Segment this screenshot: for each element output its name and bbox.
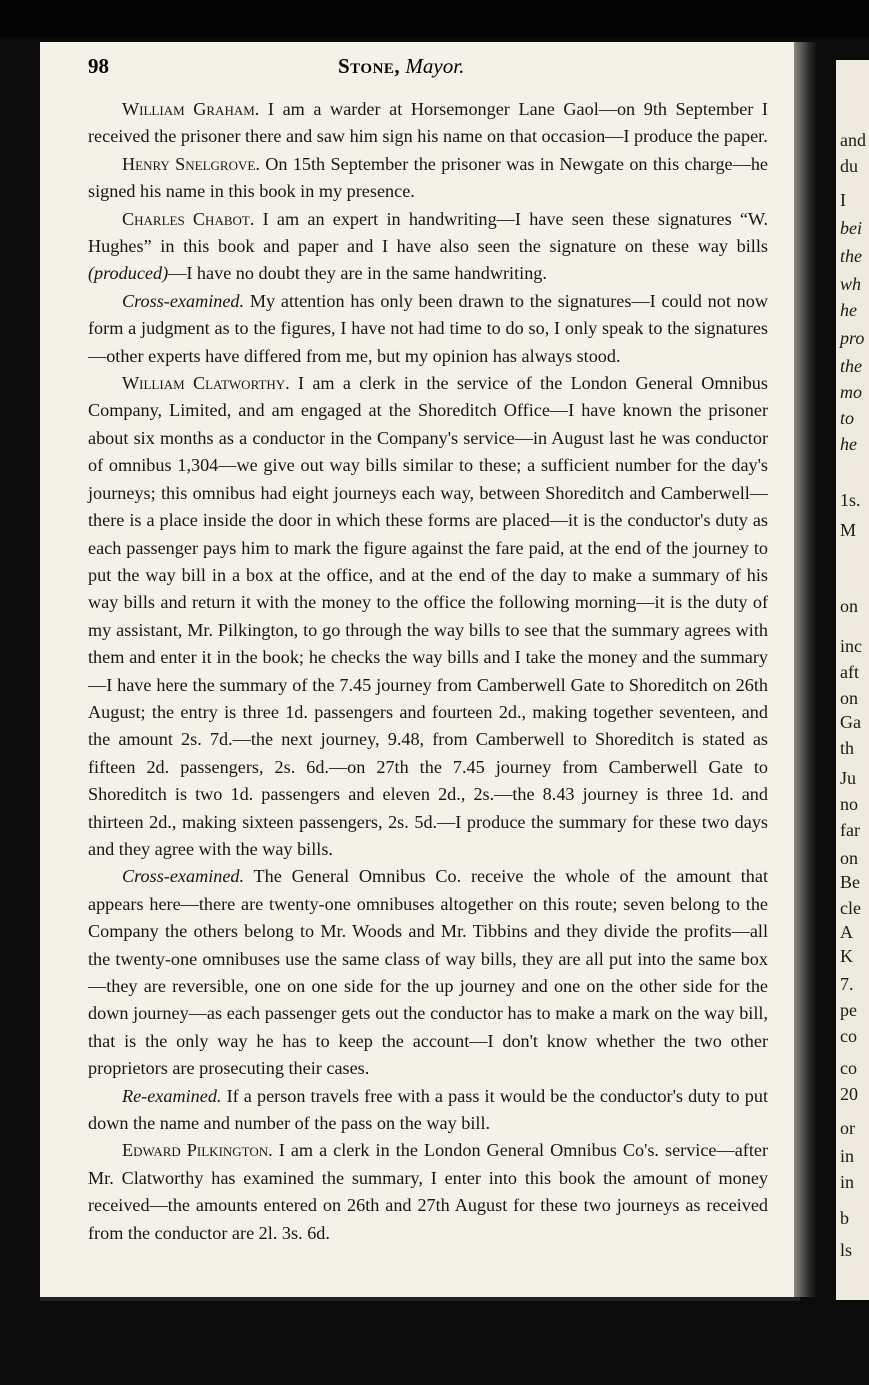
examination-label: Re-examined. (122, 1085, 222, 1106)
testimony-paragraph (88, 1083, 768, 1138)
facing-page-fragment: pe (840, 1000, 857, 1020)
facing-page-fragment: Ga (840, 712, 861, 732)
facing-page-fragment: ls (840, 1240, 853, 1260)
page-bottom-edge (40, 1297, 800, 1301)
facing-page-fragment: b (840, 1208, 849, 1228)
facing-page-fragment: far (840, 820, 860, 840)
testimony-text: I am a warder at Horsemonger Lane Gaol—on 9th September I received the prisoner there and saw him sign his name on that occasion—I produce the paper. (88, 99, 768, 147)
testimony-text: My attention has only been drawn to the signatures—I could not now form a judgment as to the figures, I have not had time to do so, I only speak to the signatures—other experts have differed from me, but my opinion has always stood. (88, 290, 768, 366)
facing-page-fragment: co (840, 1026, 857, 1046)
facing-page-fragment: in (840, 1146, 855, 1166)
examination-label: Cross-examined. (122, 290, 245, 311)
facing-page-fragment: the (840, 246, 862, 266)
testimony-paragraph (88, 1137, 768, 1247)
facing-page-fragment: I (840, 190, 846, 210)
facing-page-fragment: in (840, 1172, 855, 1192)
running-head (338, 54, 464, 79)
testimony-text: The General Omnibus Co. receive the whole of the amount that appears here—there are twenty-one omnibuses altogether on this route; seven belong to the Company the others belong to Mr. Woods and Mr. Tibbins and they divide the profits—all the twenty-one omnibuses use the same class of way bills, they are all put into the same box—they are reversible, one on one side for the up journey and one on the other side for the down journey—as each passenger gets out the conductor has to make a mark on the way bill, that is the only way he has to keep the account—I don't know whether the two other proprietors are prosecuting their cases. (88, 866, 768, 1079)
facing-page-fragment: cle (840, 898, 861, 918)
examination-label: Cross-examined. (122, 866, 245, 887)
facing-page-fragment: K (840, 946, 853, 966)
testimony-text: I am a clerk in the service of the London General Omnibus Company, Limited, and am engaged at the Shoreditch Office—I have known the prisoner about six months as a conductor in the Company's service—in August last he was conductor of omnibus 1,304—we give out way bills similar to these; a sufficient number for the day's journeys; this omnibus had eight journeys each way, between Shoreditch and Camberwell—there is a place inside the door in which these forms are placed—it is the conductor's duty as each passenger pays him to mark the figure against the fare paid, at the end of the journey to put the way bill in a box at the office, and at the end of the day to make a summary of his way bills and return it with the money to the office the following morning—it is the duty of my assistant, Mr. Pilkington, to go through the way bills to see that the summary agrees with them and enter it in the book; he checks the way bills and I take the money and the summary—I have here the summary of the 7.45 journey from Camberwell Gate to Shoreditch on 26th August; the entry is three 1d. passengers and fourteen 2d., making together seventeen, and the amount 2s. 7d.—the next journey, 9.48, from Camberwell to Shoreditch is stated as fifteen 2d. passengers, 2s. 6d.—on 27th the 7.45 journey from Camberwell Gate to Shoreditch is two 1d. passengers and eleven 2d., 2s.—the 8.43 journey is three 1d. and thirteen 2d., making sixteen passengers, 2s. 5d.—I produce the summary for these two days and they agree with the way bills. (88, 373, 768, 859)
testimony-text-continued: —I have no doubt they are in the same handwriting. (168, 263, 547, 284)
facing-page-fragment: th (840, 738, 855, 758)
facing-page-fragment: co (840, 1058, 857, 1078)
facing-page-fragment: du (840, 156, 858, 176)
facing-page-fragment: 7. (840, 974, 854, 994)
facing-page-fragment: 20 (840, 1084, 858, 1104)
facing-page-fragment: Be (840, 872, 860, 892)
testimony-paragraph (88, 288, 768, 370)
testimony-paragraph (88, 96, 768, 151)
facing-page-fragment: bei (840, 218, 862, 238)
witness-name: Henry Snelgrove. (122, 153, 260, 174)
exhibit-note: (produced) (88, 263, 169, 284)
facing-page-fragment: and (840, 130, 866, 150)
facing-page-fragment: Ju (840, 768, 857, 788)
facing-page-fragment: M (840, 520, 857, 540)
testimony-paragraph (88, 863, 768, 1082)
facing-page-fragment: he (840, 434, 857, 454)
facing-page-fragment: aft (840, 662, 859, 682)
running-head-name: Stone, (338, 54, 401, 78)
facing-page-fragment: he (840, 300, 857, 320)
facing-page-fragment: on (840, 848, 858, 868)
witness-name: Charles Chabot. (122, 208, 255, 229)
facing-page-fragment: wh (840, 274, 862, 294)
facing-page-fragment: on (840, 596, 858, 616)
witness-name: Edward Pilkington. (122, 1140, 273, 1161)
facing-page-fragment: inc (840, 636, 862, 656)
testimony-text: I am an expert in handwriting—I have seen these signatures “W. Hughes” in this book and paper and I have also seen the signature on these way bills (88, 208, 768, 257)
witness-name: William Clatworthy. (122, 373, 290, 394)
facing-page-fragment: on (840, 688, 858, 708)
facing-page-edge (836, 60, 869, 1300)
testimony-text: On 15th September the prisoner was in Newgate on this charge—he signed his name in this book in my presence. (88, 153, 768, 202)
testimony-text: If a person travels free with a pass it would be the conductor's duty to put down the name and number of the pass on the way bill. (88, 1085, 768, 1134)
facing-page-fragment: mo (840, 382, 862, 402)
facing-page-fragment: or (840, 1118, 855, 1138)
body-text (88, 96, 768, 1247)
scan-top-border (0, 0, 869, 38)
facing-page-fragment: 1s. (840, 490, 861, 510)
facing-page-fragment: pro (840, 328, 865, 348)
facing-page-fragment: A (840, 922, 853, 942)
page-header (88, 54, 728, 84)
testimony-paragraph (88, 206, 768, 288)
facing-page-fragment: no (840, 794, 858, 814)
facing-page-fragment: to (840, 408, 855, 428)
testimony-paragraph (88, 151, 768, 206)
testimony-paragraph (88, 370, 768, 863)
book-gutter (794, 42, 816, 1297)
page-number: 98 (88, 54, 109, 78)
testimony-text: I am a clerk in the London General Omnibus Co's. service—after Mr. Clatworthy has examined the summary, I enter into this book the amount of money received—the amounts entered on 26th and 27th August for these two journeys as received from the conductor are 2l. 3s. 6d. (88, 1140, 769, 1243)
witness-name: William Graham. (122, 99, 260, 119)
facing-page-fragment: the (840, 356, 862, 376)
running-head-title: Mayor. (405, 54, 465, 78)
